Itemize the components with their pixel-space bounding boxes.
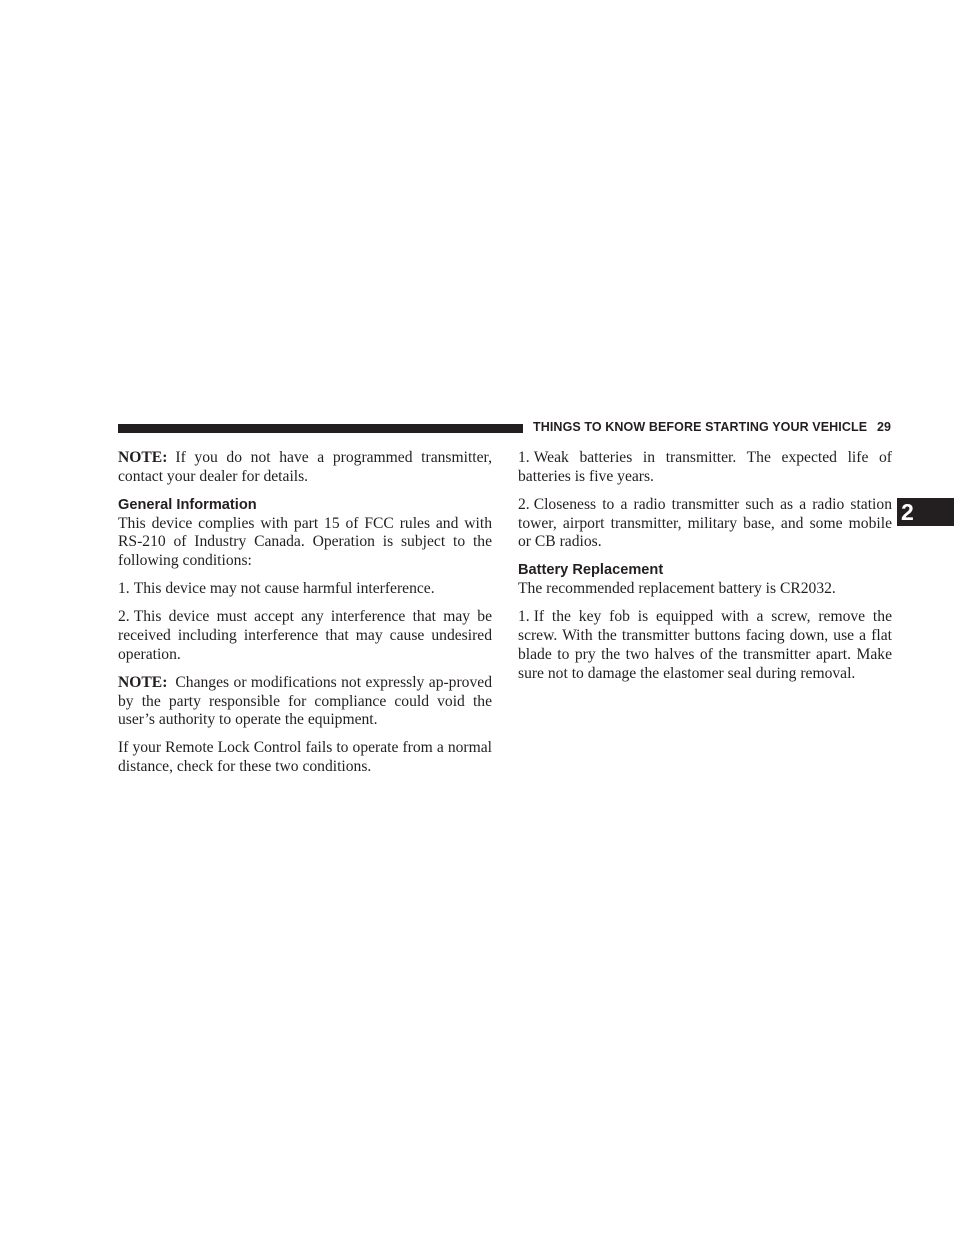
right-column bbox=[518, 449, 892, 693]
note-modifications bbox=[118, 674, 492, 730]
note-label: NOTE: bbox=[118, 673, 168, 691]
list-text: Weak batteries in transmitter. The expected life of batteries is five years. bbox=[518, 449, 892, 485]
note-text: Changes or modifications not expressly ap-proved by the party responsible for compliance could void the user’s authority to operate the equipment. bbox=[118, 673, 492, 729]
note-label: NOTE: bbox=[118, 449, 168, 466]
range-paragraph: If your Remote Lock Control fails to operate from a normal distance, check for these two conditions. bbox=[118, 739, 492, 776]
list-number: 2. bbox=[518, 495, 530, 513]
list-text: If the key fob is equipped with a screw, remove the screw. With the transmitter buttons facing down, use a flat blade to pry the two halves of the transmitter apart. Make sure not to damage the elastomer seal during removal. bbox=[518, 608, 892, 682]
list-text: Closeness to a radio transmitter such as a radio station tower, airport transmitter, military base, and some mobile or CB radios. bbox=[518, 495, 892, 551]
note-text: If you do not have a programmed transmitter, contact your dealer for details. bbox=[118, 449, 492, 485]
general-information-heading: General Information bbox=[118, 496, 257, 513]
running-header-title: THINGS TO KNOW BEFORE STARTING YOUR VEHICLE bbox=[533, 420, 868, 434]
battery-step-1 bbox=[518, 608, 892, 683]
condition-item-1 bbox=[118, 580, 492, 599]
header-rule bbox=[118, 424, 523, 433]
condition-item-2 bbox=[118, 608, 492, 664]
left-column bbox=[118, 449, 492, 786]
check-item-2 bbox=[518, 496, 892, 552]
note-transmitter bbox=[118, 449, 492, 487]
list-number: 1. bbox=[518, 449, 530, 466]
list-text: This device must accept any interference that may be received including interference that may cause undesired operation. bbox=[118, 608, 492, 663]
list-number: 1. bbox=[518, 608, 530, 626]
list-number: 1. bbox=[118, 580, 130, 598]
battery-intro-paragraph: The recommended replacement battery is CR2032. bbox=[518, 580, 836, 598]
battery-replacement-heading: Battery Replacement bbox=[518, 562, 664, 579]
page-number: 29 bbox=[877, 420, 891, 434]
list-text: This device may not cause harmful interference. bbox=[133, 580, 435, 598]
chapter-tab: 2 bbox=[897, 498, 954, 526]
list-number: 2. bbox=[118, 608, 130, 626]
check-item-1 bbox=[518, 449, 892, 487]
fcc-compliance-paragraph: This device complies with part 15 of FCC rules and with RS-210 of Industry Canada. Operation is subject to the following conditions: bbox=[118, 514, 492, 570]
